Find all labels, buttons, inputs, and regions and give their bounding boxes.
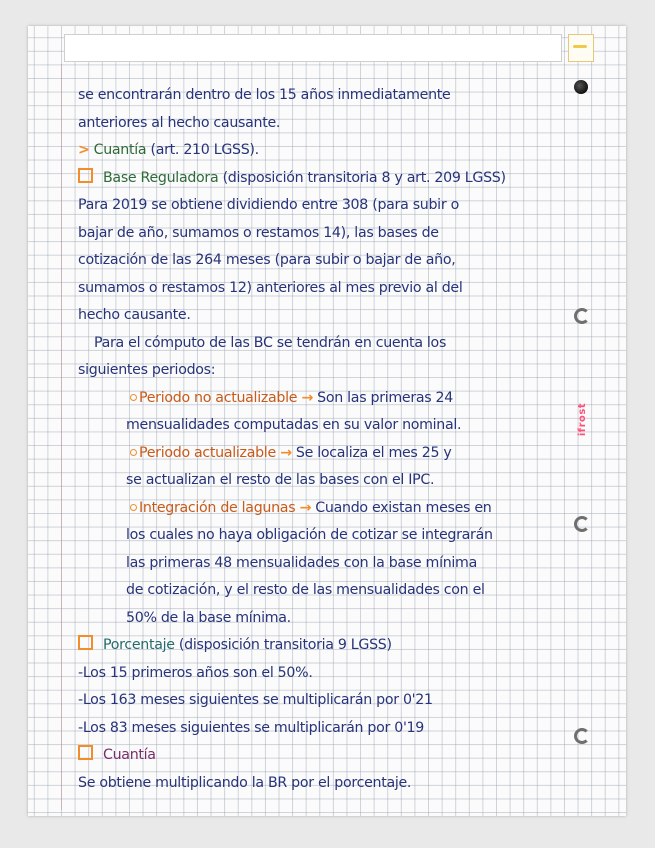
line-text: Cuando existan meses en [311,499,492,516]
arrow-right-icon: → [280,444,292,461]
note-line [78,660,568,688]
brand-logo: ifrost [577,402,589,437]
binder-ring-icon [574,728,590,744]
line-heading: Base Reguladora [103,169,219,186]
note-line [78,110,568,138]
note-line [78,165,568,193]
note-line [78,522,568,550]
arrow-marker-icon: > [78,142,90,158]
note-line [78,220,568,248]
note-line [78,742,568,770]
line-text: anteriores al hecho causante. [78,114,281,131]
binder-ring-icon [574,516,590,532]
line-text: Los 15 primeros años son el 50%. [82,664,313,681]
note-line [78,330,568,358]
line-text: Los 163 meses siguientes se multiplicarán por 0'21 [82,692,433,708]
handwritten-notes [78,82,568,797]
note-line [78,467,568,495]
note-line [78,687,568,715]
checkbox-icon [78,635,93,650]
line-text: de cotización, y el resto de las mensualidades con el [126,582,485,598]
line-text: Para 2019 se obtiene dividiendo entre 308 (para subir o [78,197,459,213]
line-text: los cuales no haya obligación de cotizar se integrarán [126,527,493,543]
note-line [78,82,568,110]
line-heading: Porcentaje [103,637,175,653]
note-line [78,302,568,330]
line-text: (art. 210 LGSS). [146,142,259,158]
checkbox-icon [78,168,93,183]
note-line [78,577,568,605]
dash-marker-icon: - [78,719,83,736]
note-line [78,412,568,440]
line-text: se encontrarán dentro de los 15 años inmediatamente [78,87,451,103]
note-line [78,275,568,303]
arrow-right-icon: → [301,389,313,406]
line-heading: Periodo actualizable [139,444,276,461]
note-line [78,192,568,220]
line-text: bajar de año, sumamos o restamos 14), las bases de [78,224,439,241]
note-line [78,357,568,385]
note-line [78,632,568,660]
note-line [78,247,568,275]
note-line [78,715,568,743]
line-text: Para el cómputo de las BC se tendrán en cuenta los [94,334,447,351]
line-text: Son las primeras 24 [312,389,454,406]
arrow-right-icon: → [299,499,312,516]
margin-line [61,64,62,810]
line-heading: Periodo no actualizable [139,389,298,406]
line-heading: Cuantía [103,747,156,763]
line-text: hecho causante. [78,307,191,323]
note-line [78,495,568,523]
note-line [78,550,568,578]
bullet-circle-icon [130,504,137,511]
line-text: sumamos o restamos 12) anteriores al mes previo al del [78,279,463,296]
line-heading: Integración de lagunas [139,499,296,516]
line-text: cotización de las 264 meses (para subir o bajar de año, [78,252,456,268]
corner-tab-mark [568,34,594,62]
checkbox-icon [78,745,93,760]
line-text: Se localiza el mes 25 y [291,444,452,461]
note-line [78,385,568,413]
line-text: siguientes periodos: [78,362,216,378]
line-text: (disposición transitoria 9 LGSS) [174,637,392,653]
header-box [64,34,562,62]
line-text: Se obtiene multiplicando la BR por el porcentaje. [78,774,412,791]
notebook-page [28,26,626,816]
line-heading: Cuantía [93,142,147,158]
dash-marker-icon: - [78,664,83,681]
note-line [78,440,568,468]
note-line [78,137,568,165]
line-text: Los 83 meses siguientes se multiplicarán por 0'19 [82,719,424,736]
note-line [78,605,568,633]
note-line [78,770,568,798]
line-text: mensualidades computadas en su valor nominal. [126,417,462,433]
dash-marker-icon: - [78,692,83,708]
bullet-circle-icon [130,394,137,401]
bullet-circle-icon [130,449,137,456]
line-text: (disposición transitoria 8 y art. 209 LGSS) [218,169,506,186]
line-text: las primeras 48 mensualidades con la base mínima [126,554,477,571]
line-text: 50% de la base mínima. [126,609,291,626]
line-text: se actualizan el resto de las bases con el IPC. [126,472,435,488]
binder-hole-icon [574,80,588,94]
binder-ring-icon [574,308,590,324]
